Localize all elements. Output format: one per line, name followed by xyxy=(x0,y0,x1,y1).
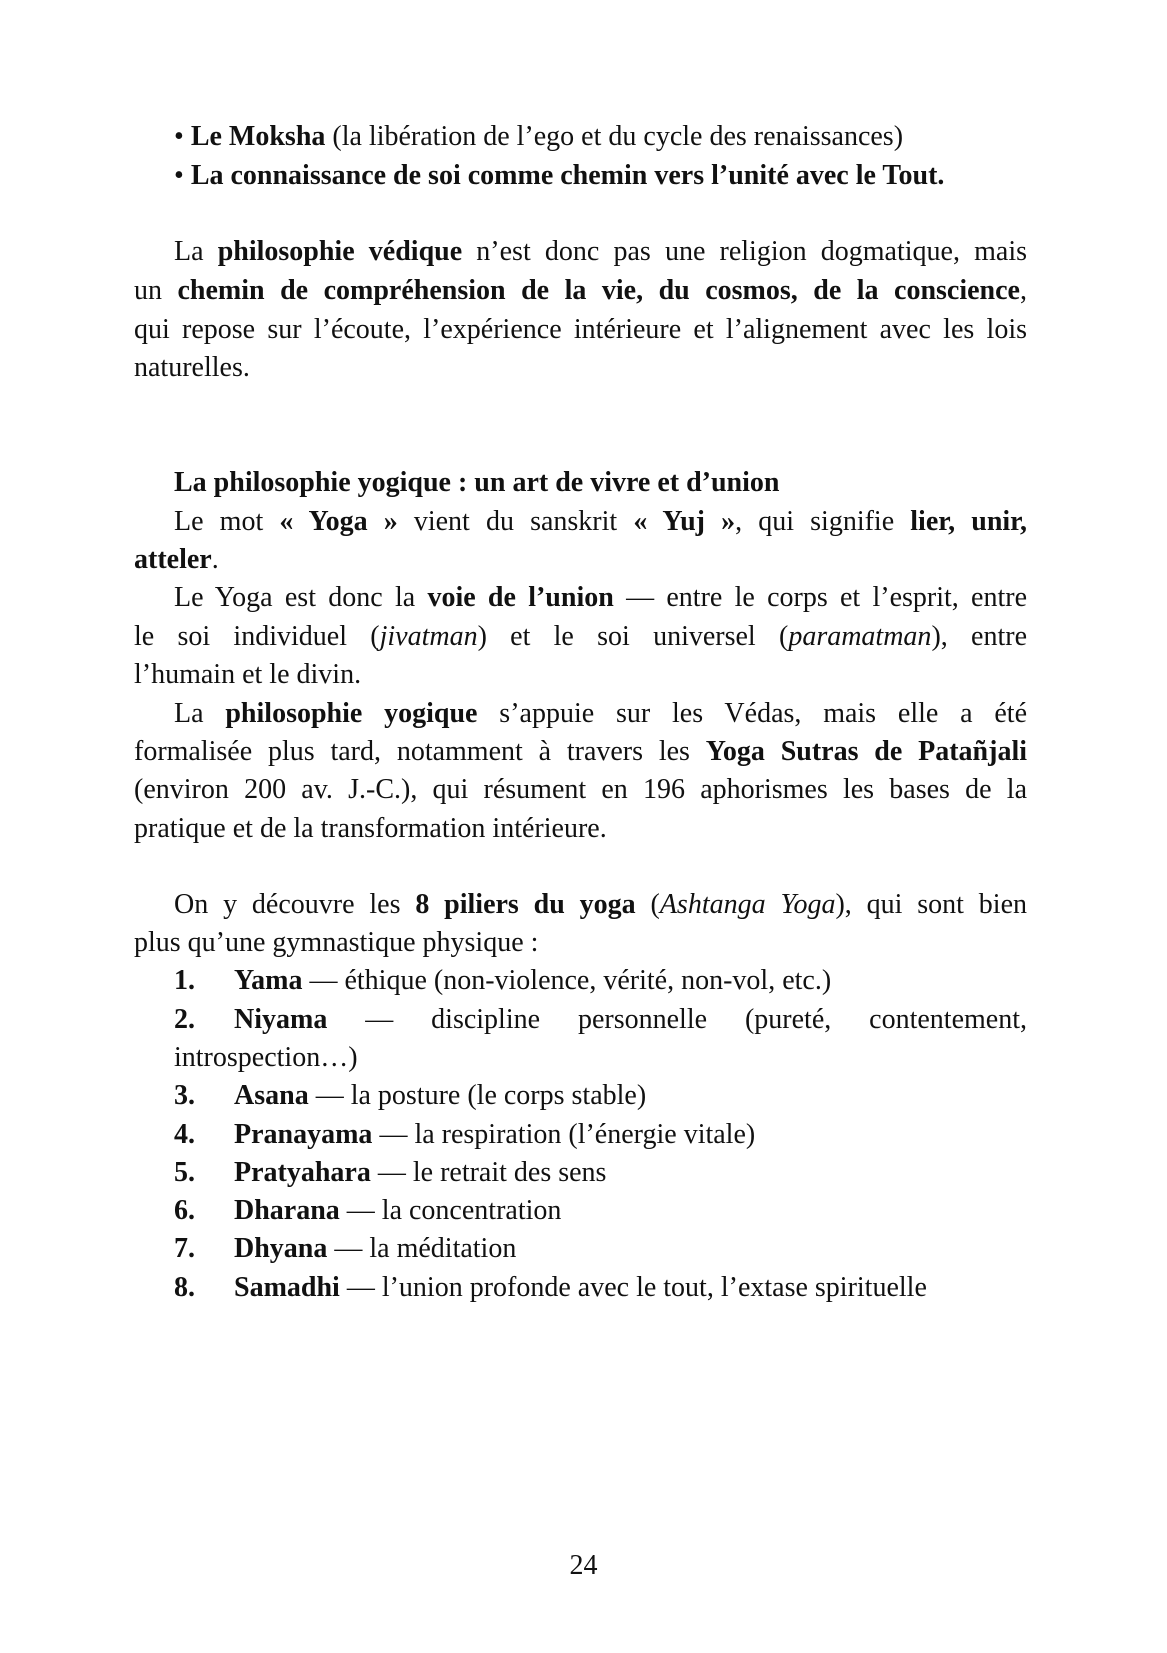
list-item-text: Niyama — discipline personnelle (pureté, contentement, xyxy=(234,1004,1027,1035)
pillars-intro-line-1: On y découvre les 8 piliers du yoga (Ashtanga Yoga), qui sont bien xyxy=(174,889,1027,920)
list-item-number: 1. xyxy=(174,965,195,996)
list-item-text: Asana — la posture (le corps stable) xyxy=(234,1080,647,1111)
list-item-text: Yama — éthique (non-violence, vérité, non-vol, etc.) xyxy=(234,965,832,996)
patanjali-paragraph-line-2: formalisée plus tard, notamment à travers les Yoga Sutras de Patañjali xyxy=(134,736,1028,767)
bullet-moksha: • Le Moksha (la libération de l’ego et du cycle des renaissances) xyxy=(174,121,904,152)
bullet-self-knowledge: • La connaissance de soi comme chemin vers l’unité avec le Tout. xyxy=(174,160,945,191)
vedic-paragraph-line-2: un chemin de compréhension de la vie, du cosmos, de la conscience, xyxy=(134,275,1027,306)
list-item-number: 6. xyxy=(174,1195,195,1226)
vedic-paragraph-line-1: La philosophie védique n’est donc pas une religion dogmatique, mais xyxy=(174,236,1027,267)
list-item-number: 4. xyxy=(174,1119,195,1150)
pillars-intro-line-2: plus qu’une gymnastique physique : xyxy=(134,927,539,958)
list-item-text: Pratyahara — le retrait des sens xyxy=(234,1157,607,1188)
patanjali-paragraph-line-1: La philosophie yogique s’appuie sur les Védas, mais elle a été xyxy=(174,698,1028,729)
list-item-continuation: introspection…) xyxy=(174,1042,358,1073)
section-heading: La philosophie yogique : un art de vivre et d’union xyxy=(174,467,780,498)
union-paragraph-line-2: le soi individuel (jivatman) et le soi universel (paramatman), entre xyxy=(134,621,1027,652)
list-item-number: 7. xyxy=(174,1233,195,1264)
vedic-paragraph-line-3: qui repose sur l’écoute, l’expérience intérieure et l’alignement avec les lois xyxy=(134,314,1027,345)
list-item-text: Dhyana — la méditation xyxy=(234,1233,517,1264)
list-item-number: 8. xyxy=(174,1272,195,1303)
patanjali-paragraph-line-4: pratique et de la transformation intérieure. xyxy=(134,813,607,844)
list-item-number: 5. xyxy=(174,1157,195,1188)
vedic-paragraph-line-4: naturelles. xyxy=(134,352,250,383)
list-item-text: Dharana — la concentration xyxy=(234,1195,562,1226)
union-paragraph-line-1: Le Yoga est donc la voie de l’union — entre le corps et l’esprit, entre xyxy=(174,582,1028,613)
list-item-text: Pranayama — la respiration (l’énergie vitale) xyxy=(234,1119,756,1150)
list-item-text: Samadhi — l’union profonde avec le tout, l’extase spirituelle xyxy=(234,1272,927,1303)
yoga-paragraph-line-2: atteler. xyxy=(134,544,219,575)
list-item-number: 2. xyxy=(174,1004,195,1035)
yoga-paragraph-line-1: Le mot « Yoga » vient du sanskrit « Yuj », qui signifie lier, unir, xyxy=(174,506,1028,537)
patanjali-paragraph-line-3: (environ 200 av. J.-C.), qui résument en 196 aphorismes les bases de la xyxy=(134,774,1027,805)
page-number: 24 xyxy=(569,1550,598,1581)
list-item-number: 3. xyxy=(174,1080,195,1111)
union-paragraph-line-3: l’humain et le divin. xyxy=(134,659,362,690)
